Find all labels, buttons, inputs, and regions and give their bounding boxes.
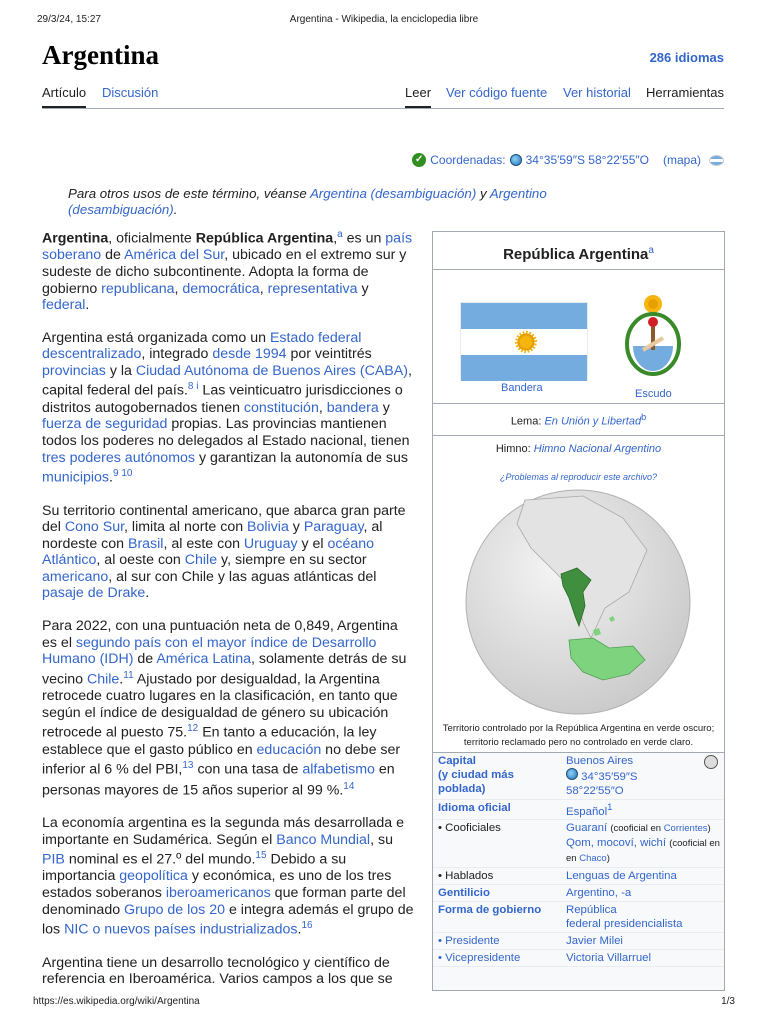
- text: , ubicado en el extremo sur y sudeste de dicho subcontinente. Adopta la forma de gobierno: [42, 247, 407, 297]
- tab-ver-historial[interactable]: Ver historial: [563, 85, 631, 100]
- link[interactable]: constitución: [243, 399, 319, 416]
- text: propias. Las provincias mantienen todos los poderes no delegados al Estado nacional, tienen: [42, 416, 410, 449]
- capital-label[interactable]: Capital: [438, 754, 476, 767]
- text: con una tasa de: [193, 762, 303, 779]
- languages-button[interactable]: 286 idiomas: [649, 50, 724, 65]
- link[interactable]: municipios: [42, 469, 110, 486]
- text: Debido a su importancia: [42, 851, 347, 885]
- president-label[interactable]: • Presidente: [433, 933, 561, 950]
- argentina-flag-icon: [709, 155, 724, 166]
- note-text: ): [707, 823, 711, 835]
- capital-sublabel[interactable]: (y ciudad más poblada): [438, 768, 514, 795]
- official-language-label[interactable]: Idioma oficial: [433, 799, 561, 820]
- link[interactable]: geopolítica: [119, 868, 188, 885]
- text: .: [109, 469, 113, 486]
- footnote-link[interactable]: 11: [123, 669, 134, 681]
- text: nominal es el 27.º del mundo.: [64, 851, 256, 868]
- text: .: [119, 671, 124, 688]
- demonym-link[interactable]: Argentino, -a: [561, 885, 724, 902]
- language-link-mocovi[interactable]: mocoví: [597, 837, 634, 850]
- sun-of-may-icon: [515, 331, 537, 353]
- paragraph-economy: [42, 815, 414, 939]
- text: , al nordeste con: [42, 519, 383, 552]
- link[interactable]: país soberano: [42, 230, 413, 264]
- text: En tanto a educación, la ley establece que el gasto público en: [42, 725, 377, 758]
- tab-herramientas[interactable]: Herramientas: [646, 85, 725, 100]
- province-link[interactable]: Corrientes: [663, 823, 708, 835]
- text: y: [288, 519, 304, 536]
- tab-leer[interactable]: Leer: [405, 85, 431, 108]
- hatnote-text: Para otros usos de este término, véanse: [68, 186, 310, 201]
- text: Para 2022, con una puntuación neta de 0,849, Argentina es el: [42, 618, 398, 651]
- paragraph-technology: [42, 955, 414, 988]
- footnote-link[interactable]: b: [641, 412, 647, 422]
- anthem-link[interactable]: Himno Nacional Argentino: [533, 442, 662, 455]
- text: , solamente detrás de su vecino: [42, 651, 407, 688]
- text: , integrado: [141, 346, 213, 363]
- text: .: [85, 297, 90, 314]
- infobox-title: [433, 232, 724, 270]
- note-text: (cooficial en: [669, 838, 720, 850]
- map-caption-line: Territorio controlado por la República Argentina en verde oscuro;: [442, 722, 715, 734]
- link[interactable]: Paraguay: [303, 519, 364, 536]
- paragraph-organization: [42, 330, 414, 487]
- link[interactable]: océano Atlántico: [42, 535, 375, 569]
- link[interactable]: Chile: [86, 671, 120, 688]
- text: Su territorio continental americano, que abarca gran parte del: [42, 502, 406, 536]
- text: que forman parte del denominado: [42, 885, 406, 918]
- link[interactable]: democrática: [182, 280, 260, 297]
- infobox-title-text: República Argentina: [503, 246, 649, 263]
- text: y: [378, 399, 390, 416]
- link[interactable]: iberoamericanos: [165, 885, 271, 902]
- coordinates-value-link[interactable]: 34°35′59″S 58°22′55″O: [525, 153, 649, 167]
- print-datetime: 29/3/24, 15:27: [37, 14, 101, 25]
- text: Las veinticuatro jurisdicciones o distritos autogobernados tienen: [42, 383, 403, 416]
- link[interactable]: representativa: [267, 280, 358, 297]
- motto-row: [433, 404, 724, 436]
- note-text: ): [606, 853, 610, 865]
- text: , capital federal del país.: [42, 362, 412, 400]
- infobox-images: [433, 270, 724, 404]
- bold-term: República Argentina: [195, 230, 334, 247]
- demonym-row: [433, 885, 724, 902]
- hatnote-text: y: [476, 186, 490, 201]
- link[interactable]: republicana: [101, 280, 175, 297]
- link[interactable]: fuerza de seguridad: [42, 416, 168, 433]
- text: y: [357, 280, 369, 297]
- location-seal-icon[interactable]: [704, 755, 718, 769]
- text: ,: [333, 230, 338, 247]
- text: ,: [174, 280, 183, 297]
- spoken-languages-row: [433, 868, 724, 885]
- spoken-languages-link[interactable]: Lenguas de Argentina: [561, 868, 724, 885]
- link[interactable]: bandera: [326, 399, 379, 416]
- link[interactable]: Banco Mundial: [276, 831, 371, 848]
- coordinates-label: Coordenadas:: [430, 153, 506, 167]
- text: es un: [342, 230, 386, 247]
- link[interactable]: PIB: [42, 851, 65, 868]
- article-body: [42, 227, 414, 1004]
- tab-ver-codigo[interactable]: Ver código fuente: [446, 85, 548, 100]
- president-row: [433, 933, 724, 950]
- vice-president-row: [433, 950, 724, 967]
- co-official-label: • Cooficiales: [433, 820, 561, 868]
- text: , al este con: [163, 535, 244, 552]
- link[interactable]: América Latina: [156, 651, 251, 668]
- text: , su: [370, 831, 393, 848]
- motto-label: Lema:: [510, 415, 542, 428]
- verified-check-icon: ✓: [412, 153, 426, 167]
- link[interactable]: América del Sur: [124, 247, 225, 264]
- government-label[interactable]: Forma de gobierno: [433, 902, 561, 933]
- hatnote: [68, 186, 628, 218]
- link[interactable]: Bolivia: [247, 519, 289, 536]
- link[interactable]: Chile: [184, 552, 218, 569]
- text: y la: [105, 362, 136, 379]
- print-header: [0, 14, 768, 28]
- link[interactable]: Estado federal descentralizado: [42, 329, 362, 363]
- print-url: https://es.wikipedia.org/wiki/Argentina: [33, 996, 200, 1007]
- text: ,: [318, 399, 327, 416]
- text: , oficialmente: [108, 230, 196, 247]
- text: La economía argentina es la segunda más desarrollada e importante en Sudamérica. Según el: [42, 814, 405, 848]
- footnote-link[interactable]: 14: [343, 780, 355, 792]
- government-link[interactable]: República: [566, 904, 617, 917]
- footnote-link[interactable]: a: [648, 245, 654, 256]
- paragraph-territory: [42, 503, 414, 603]
- map-caption: [433, 720, 724, 753]
- flag-caption[interactable]: Bandera: [501, 382, 543, 394]
- print-footer: [0, 996, 768, 1010]
- text: ,: [259, 280, 268, 297]
- text: e integra además el grupo de los: [42, 901, 414, 938]
- text: .: [297, 921, 302, 938]
- link[interactable]: tres poderes autónomos: [42, 449, 196, 466]
- capital-coords[interactable]: 58°22′55″O: [566, 784, 624, 797]
- text: , al oeste con: [96, 552, 185, 569]
- text: de: [133, 651, 157, 668]
- footnote-link[interactable]: 16: [301, 920, 313, 932]
- coordinates-bar: [412, 153, 724, 167]
- text: de: [101, 247, 125, 264]
- text: en personas mayores de 15 años superior al 99 %.: [42, 762, 395, 799]
- language-link-wichi[interactable]: wichí: [640, 837, 667, 850]
- text: Ajustado por desigualdad, la Argentina retrocede cuatro lugares en la clasificación, en tanto que según el índice de desigualdad de género su ubicación retrocede al puesto 75.: [42, 671, 398, 742]
- text: y económica, es uno de los tres estados soberanos: [42, 868, 392, 902]
- link[interactable]: Grupo de los 20: [124, 901, 226, 918]
- language-link-guarani[interactable]: Guaraní: [566, 822, 608, 835]
- disambiguation-link-argentino[interactable]: Argentino (desambiguación): [68, 186, 547, 217]
- globe-icon[interactable]: [510, 154, 522, 166]
- language-link-qom[interactable]: Qom: [566, 837, 591, 850]
- link[interactable]: pasaje de Drake: [42, 585, 146, 602]
- link[interactable]: Brasil: [127, 535, 164, 552]
- footnote-link[interactable]: 9 10: [112, 468, 133, 480]
- orthographic-globe-map: [433, 488, 724, 720]
- co-official-row: • Cooficiales Guaraní (cooficial en Corrientes) Qom, mocoví, wichí (cooficial en en Chaco): [433, 820, 724, 868]
- footnote-link[interactable]: 1: [607, 801, 613, 813]
- hatnote-text: .: [173, 202, 178, 217]
- capital-row: [433, 753, 724, 800]
- link[interactable]: Ciudad Autónoma de Buenos Aires (CABA): [135, 362, 408, 379]
- disambiguation-link-argentina[interactable]: Argentina (desambiguación): [309, 186, 477, 201]
- infobox-data-table: [433, 753, 724, 968]
- paragraph-intro: [42, 227, 414, 314]
- president-link[interactable]: Javier Milei: [561, 933, 724, 950]
- footnote-link[interactable]: 8 i: [187, 381, 199, 393]
- anthem-label: Himno:: [495, 442, 531, 455]
- link[interactable]: Cono Sur: [64, 519, 125, 536]
- bold-term: Argentina: [42, 230, 109, 247]
- sun-rays-icon: [644, 295, 662, 313]
- link[interactable]: desde 1994: [212, 346, 287, 363]
- tab-articulo[interactable]: Artículo: [42, 85, 86, 108]
- audio-problem-link[interactable]: ¿Problemas al reproducir este archivo?: [433, 462, 724, 488]
- link[interactable]: provincias: [42, 362, 106, 379]
- text: por veintitrés: [286, 346, 372, 363]
- government-link[interactable]: federal presidencialista: [566, 918, 683, 931]
- capital-coords[interactable]: 34°35′59″S: [581, 770, 638, 783]
- text: y el: [297, 535, 328, 552]
- link[interactable]: americano: [42, 568, 109, 585]
- vice-president-link[interactable]: Victoria Villarruel: [561, 950, 724, 967]
- link[interactable]: Uruguay: [243, 535, 298, 552]
- coat-of-arms-image[interactable]: [621, 292, 685, 378]
- official-language-link[interactable]: Español: [566, 805, 608, 818]
- paragraph-development: [42, 618, 414, 799]
- map-link[interactable]: (mapa): [662, 153, 701, 167]
- text: Argentina está organizada como un: [42, 329, 270, 346]
- globe-icon[interactable]: [566, 768, 578, 780]
- text: y garantizan la autonomía de sus: [195, 449, 408, 466]
- print-page-number: 1/3: [721, 996, 735, 1007]
- flag-image[interactable]: [460, 302, 588, 380]
- province-link[interactable]: Chaco: [579, 853, 607, 865]
- text: y, siempre en su sector: [217, 552, 367, 569]
- note-text: (cooficial en: [610, 823, 664, 835]
- demonym-label[interactable]: Gentilicio: [433, 885, 561, 902]
- text: .: [145, 585, 150, 602]
- text: , al sur con Chile y las aguas atlánticas del: [108, 568, 377, 585]
- government-row: [433, 902, 724, 933]
- infobox: [432, 231, 725, 991]
- text: , limita al norte con: [124, 519, 248, 536]
- link[interactable]: segundo país con el mayor índice de Desarrollo Humano (IDH): [42, 634, 377, 668]
- capital-link[interactable]: Buenos Aires: [566, 754, 634, 767]
- anthem-row: [433, 436, 724, 462]
- language-row: [433, 799, 724, 820]
- map-caption-line: territorio reclamado pero no controlado en verde claro.: [463, 736, 694, 748]
- tab-discusion[interactable]: Discusión: [102, 85, 159, 100]
- link[interactable]: federal: [42, 297, 86, 314]
- link[interactable]: alfabetismo: [302, 762, 375, 779]
- location-map[interactable]: [433, 488, 724, 720]
- print-page-title: Argentina - Wikipedia, la enciclopedia libre: [289, 14, 479, 25]
- footnote-link[interactable]: 12: [187, 723, 199, 735]
- coat-caption[interactable]: Escudo: [635, 388, 672, 400]
- motto-link[interactable]: En Unión y Libertad: [544, 415, 642, 428]
- text: no debe ser inferior al 6 % del PBI,: [42, 741, 401, 779]
- link[interactable]: educación: [256, 741, 322, 758]
- vice-president-label[interactable]: • Vicepresidente: [433, 950, 561, 967]
- page-tabs: [42, 83, 724, 109]
- footnote-link[interactable]: a: [337, 229, 343, 240]
- footnote-link[interactable]: 15: [255, 850, 267, 862]
- footnote-link[interactable]: 13: [182, 760, 194, 772]
- spoken-languages-label: • Hablados: [433, 868, 561, 885]
- link[interactable]: NIC o nuevos países industrializados: [64, 921, 298, 938]
- text: Argentina tiene un desarrollo tecnológico y científico de referencia en Iberoamérica. Varios campos a los que se: [42, 954, 393, 988]
- page-title: Argentina: [42, 40, 159, 70]
